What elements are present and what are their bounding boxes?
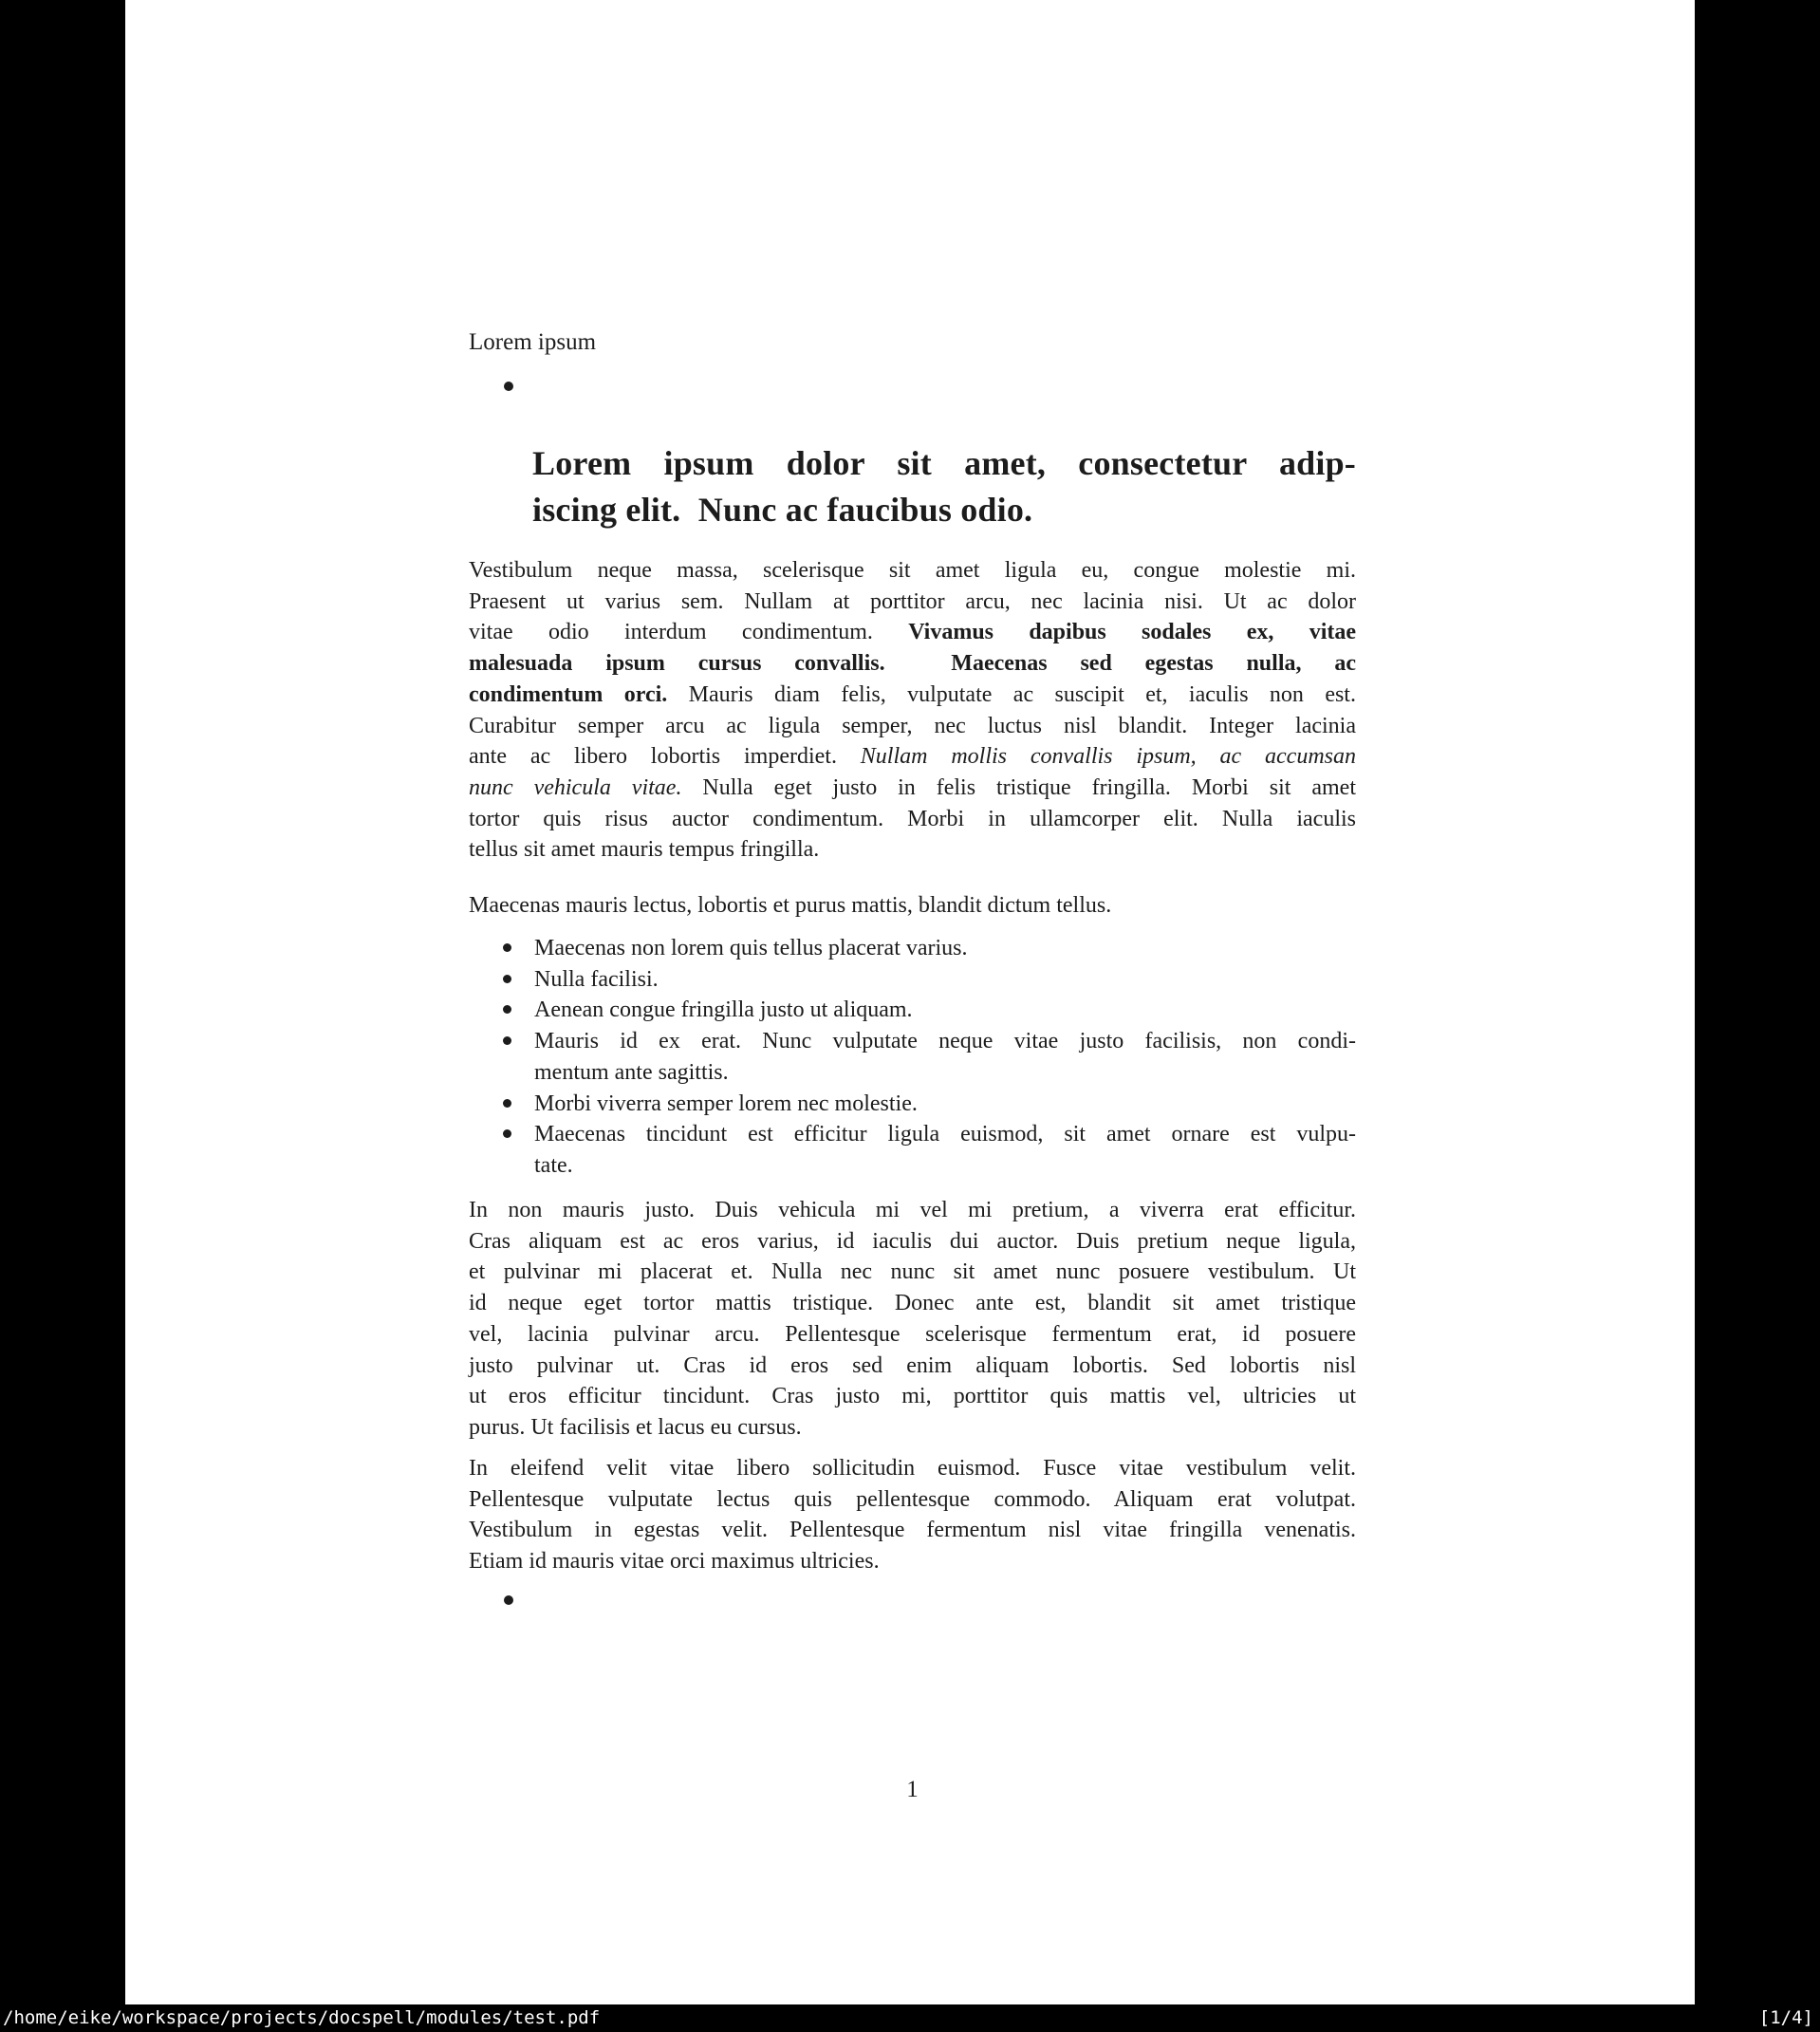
text-line (534, 995, 1356, 1026)
text-span: Maecenas mauris lectus, lobortis et purus mattis, blandit dictum tellus. (469, 893, 1112, 918)
text-span: Nulla eget justo in felis tristique fringilla. Morbi sit amet (681, 774, 1356, 800)
text-line (469, 1515, 1356, 1546)
list-item (469, 964, 1356, 996)
text-line (469, 1381, 1356, 1412)
paragraph-1 (469, 555, 1356, 866)
lone-bullet-bottom-bullet-icon (504, 1595, 513, 1605)
text-span: Pellentesque vulputate lectus quis pellentesque commodo. Aliquam erat volutpat. (469, 1486, 1356, 1512)
text-span: justo pulvinar ut. Cras id eros sed enim aliquam lobortis. Sed lobortis nisl (469, 1352, 1356, 1378)
lone-bullet-top-bullet-icon (504, 382, 513, 391)
text-line (469, 711, 1356, 742)
text-line (469, 617, 1356, 648)
text-line (469, 1195, 1356, 1226)
list-item (469, 933, 1356, 964)
text-line (469, 1484, 1356, 1516)
text-span: Vivamus dapibus sodales ex, vitae (908, 620, 1356, 645)
text-span: Curabitur semper arcu ac ligula semper, nec luctus nisl blandit. Integer lacinia (469, 713, 1356, 738)
bullet-icon (503, 975, 511, 983)
paragraph-2 (469, 890, 1356, 922)
text-line (532, 487, 1356, 533)
status-bar (0, 2004, 1820, 2032)
text-span: Mauris diam felis, vulputate ac suscipit et, iaculis non est. (667, 681, 1356, 707)
text-span: id neque eget tortor mattis tristique. Donec ante est, blandit sit amet tristique (469, 1291, 1356, 1316)
text-line (534, 1026, 1356, 1057)
text-span: Nullam mollis convallis ipsum, ac accumsan (860, 744, 1357, 770)
text-line (469, 1546, 1356, 1577)
text-line (469, 1453, 1356, 1484)
text-line (534, 964, 1356, 996)
text-line (534, 1150, 1356, 1182)
text-span: vitae odio interdum condimentum. (469, 620, 909, 645)
page-indicator: [1/4] (1758, 2007, 1813, 2028)
text-span: In eleifend velit vitae libero sollicitudin euismod. Fusce vitae vestibulum velit. (469, 1456, 1356, 1481)
text-line (534, 1089, 1356, 1120)
text-line (469, 1257, 1356, 1288)
text-span: et pulvinar mi placerat et. Nulla nec nunc sit amet nunc posuere vestibulum. Ut (469, 1259, 1356, 1285)
text-line (469, 648, 1356, 680)
text-span: tortor quis risus auctor condimentum. Morbi in ullamcorper elit. Nulla iaculis (469, 806, 1356, 831)
text-span: nunc vehicula vitae. (469, 774, 682, 800)
text-span: Maecenas tincidunt est efficitur ligula euismod, sit amet ornare est vulpu- (534, 1122, 1356, 1147)
paragraph-3 (469, 1195, 1356, 1444)
text-line (534, 1119, 1356, 1150)
text-span: purus. Ut facilisis et lacus eu cursus. (469, 1414, 802, 1440)
text-line (469, 1351, 1356, 1382)
text-line (469, 1226, 1356, 1258)
section-heading (532, 440, 1356, 533)
list-item (469, 1119, 1356, 1181)
text-line (469, 804, 1356, 835)
text-line (534, 933, 1356, 964)
text-line (469, 1288, 1356, 1319)
intro-label: Lorem ipsum (469, 329, 597, 355)
text-line (534, 1057, 1356, 1089)
page-number: 1 (906, 1777, 919, 1802)
text-line (469, 890, 1356, 922)
bullet-list (469, 933, 1356, 1182)
paragraph-4 (469, 1453, 1356, 1577)
text-span: Maecenas non lorem quis tellus placerat varius. (534, 936, 968, 960)
text-span: Praesent ut varius sem. Nullam at porttitor arcu, nec lacinia nisi. Ut ac dolor (469, 588, 1356, 614)
text-span: ut eros efficitur tincidunt. Cras justo mi, porttitor quis mattis vel, ultricies ut (469, 1384, 1356, 1409)
text-span: vel, lacinia pulvinar arcu. Pellentesque scelerisque fermentum erat, id posuere (469, 1321, 1356, 1347)
list-item (469, 995, 1356, 1026)
text-span: tate. (534, 1152, 573, 1178)
text-line (469, 773, 1356, 804)
list-item (469, 1026, 1356, 1088)
text-span: Vestibulum in egestas velit. Pellentesque fermentum nisl vitae fringilla venenatis. (469, 1518, 1356, 1543)
text-line (469, 587, 1356, 618)
text-span: mentum ante sagittis. (534, 1059, 729, 1085)
bullet-icon (503, 1036, 511, 1045)
text-span: Morbi viverra semper lorem nec molestie. (534, 1091, 918, 1116)
text-span: Aenean congue fringilla justo ut aliquam. (534, 997, 913, 1023)
text-span: Nulla facilisi. (534, 966, 659, 992)
text-line (469, 555, 1356, 587)
document-page (125, 0, 1695, 2004)
text-span: malesuada ipsum cursus convallis. Maecenas sed egestas nulla, ac (469, 651, 1356, 677)
document-content (125, 0, 1695, 2004)
text-line (469, 1412, 1356, 1444)
text-span: Cras aliquam est ac eros varius, id iaculis dui auctor. Duis pretium neque ligula, (469, 1228, 1356, 1254)
text-line (469, 1319, 1356, 1351)
text-span: Etiam id mauris vitae orci maximus ultricies. (469, 1549, 880, 1575)
text-line (469, 834, 1356, 866)
text-span: iscing elit. Nunc ac faucibus odio. (532, 491, 1033, 529)
text-span: ante ac libero lobortis imperdiet. (469, 744, 861, 770)
file-path: /home/eike/workspace/projects/docspell/modules/test.pdf (3, 2007, 601, 2028)
list-item (469, 1089, 1356, 1120)
bullet-icon (503, 1005, 511, 1014)
text-span: tellus sit amet mauris tempus fringilla. (469, 837, 820, 863)
text-line (532, 440, 1356, 487)
text-line (469, 680, 1356, 711)
text-span: Vestibulum neque massa, scelerisque sit amet ligula eu, congue molestie mi. (469, 558, 1356, 583)
bullet-icon (503, 943, 511, 952)
text-span: Lorem ipsum dolor sit amet, consectetur adip- (532, 444, 1356, 482)
text-span: In non mauris justo. Duis vehicula mi vel mi pretium, a viverra erat efficitur. (469, 1198, 1356, 1222)
text-span: Mauris id ex erat. Nunc vulputate neque vitae justo facilisis, non condi- (534, 1029, 1356, 1054)
text-span: condimentum orci. (469, 681, 668, 707)
bullet-icon (503, 1129, 511, 1138)
bullet-icon (503, 1099, 511, 1108)
text-line (469, 741, 1356, 773)
